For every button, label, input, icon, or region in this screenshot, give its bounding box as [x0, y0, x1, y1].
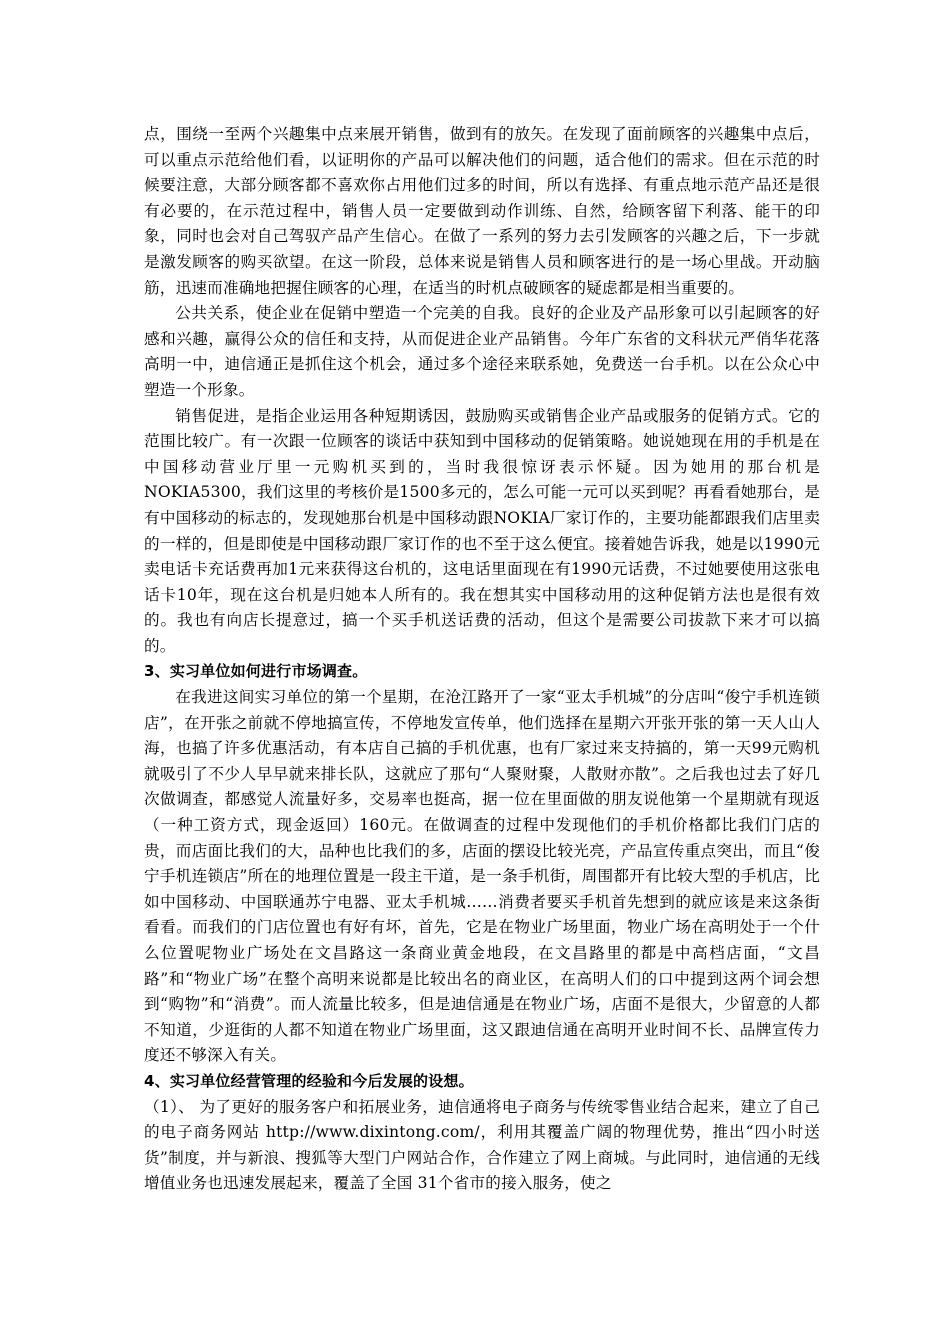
- paragraph-ecommerce: （1）、 为了更好的服务客户和拓展业务，迪信通将电子商务与传统零售业结合起来，建立了自己的电子商务网站 http://www.dixintong.com/，利用其覆盖广阔的物理优势，推出“四小时送货”制度，并与新浪、搜狐等大型门户网站合作，合作建立了网上商城。与此同时，迪信通的无线增值业务也迅速发展起来，覆盖了全国 31个省市的接入服务，使之: [144, 1097, 820, 1193]
- paragraph-sales-promotion: 销售促进，是指企业运用各种短期诱因，鼓励购买或销售企业产品或服务的促销方式。它的范围比较广。有一次跟一位顾客的谈话中获知到中国移动的促销策略。她说她现在用的手机是在中国移动营业厅里一元购机买到的，当时我很惊讶表示怀疑。因为她用的那台机是NOKIA5300，我们这里的考核价是1500多元的，怎么可能一元可以买到呢？再看看她那台，是有中国移动的标志的，发现她那台机是中国移动跟NOKIA厂家订作的，主要功能都跟我们店里卖的一样的，但是即使是中国移动跟厂家订作的也不至于这么便宜。接着她告诉我，她是以1990元卖电话卡充话费再加1元来获得这台机的，这电话里面现在有1990元话费，不过她要使用这张电话卡10年，现在这台机是归她本人所有的。我在想其实中国移动用的这种促销方法也是很有效的。我也有向店长提意过，搞一个买手机送话费的活动，但这个是需要公司拔款下来才可以搞的。: [144, 406, 820, 655]
- paragraph-market-research: 在我进这间实习单位的第一个星期，在沧江路开了一家“亚太手机城”的分店叫“俊宁手机连锁店”，在开张之前就不停地搞宣传，不停地发宣传单，他们选择在星期六开张开张的第一天人山人海，也搞了许多优惠活动，有本店自己搞的手机优惠，也有厂家过来支持搞的，第一天99元购机就吸引了不少人早早就来排长队，这就应了那句“人聚财聚，人散财亦散”。之后我也过去了好几次做调查，都感觉人流量好多，交易率也挺高，据一位在里面做的朋友说他第一个星期就有现返（一种工资方式，现金返回）160元。在做调查的过程中发现他们的手机价格都比我们门店的贵，而店面比我们的大，品种也比我们的多，店面的摆设比较光亮，产品宣传重点突出，而且“俊宁手机连锁店”所在的地理位置是一段主干道，是一条手机街，周围都开有比较大型的手机店，比如中国移动、中国联通苏宁电器、亚太手机城……消费者要买手机首先想到的就应该是来这条街看看。而我们的门店位置也有好有坏，首先，它是在物业广场里面，物业广场在高明处于一个什么位置呢物业广场处在文昌路这一条商业黄金地段，在文昌路里的都是中高档店面，“文昌路”和“物业广场”在整个高明来说都是比较出名的商业区，在高明人们的口中提到这两个词会想到“购物”和“消费”。而人流量比较多，但是迪信通是在物业广场，店面不是很大，少留意的人都不知道，少逛街的人都不知道在物业广场里面，这又跟迪信通在高明开业时间不长、品牌宣传力度还不够深入有关。: [144, 688, 820, 1065]
- paragraph-public-relations: 公共关系，使企业在促销中塑造一个完美的自我。良好的企业及产品形象可以引起顾客的好感和兴趣，赢得公众的信任和支持，从而促进企业产品销售。今年广东省的文科状元严俏华花落高明一中，迪信通正是抓住这个机会，通过多个途径来联系她，免费送一台手机。以在公众心中塑造一个形象。: [144, 304, 820, 399]
- section-heading-4: 4、实习单位经营管理的经验和今后发展的设想。: [144, 1071, 474, 1090]
- document-page: [144, 122, 820, 1197]
- paragraph-demonstration: 点，围绕一至两个兴趣集中点来展开销售，做到有的放矢。在发现了面前顾客的兴趣集中点后，可以重点示范给他们看，以证明你的产品可以解决他们的问题，适合他们的需求。但在示范的时候要注意，大部分顾客都不喜欢你占用他们过多的时间，所以有选择、有重点地示范产品还是很有必要的，在示范过程中，销售人员一定要做到动作训练、自然，给顾客留下利落、能干的印象，同时也会对自己驾驭产品产生信心。在做了一系列的努力去引发顾客的兴趣之后，下一步就是激发顾客的购买欲望。在这一阶段，总体来说是销售人员和顾客进行的是一场心里战。开动脑筋，迅速而准确地把握住顾客的心理，在适当的时机点破顾客的疑虑都是相当重要的。: [144, 125, 820, 297]
- section-heading-3: 3、实习单位如何进行市场调查。: [144, 662, 368, 681]
